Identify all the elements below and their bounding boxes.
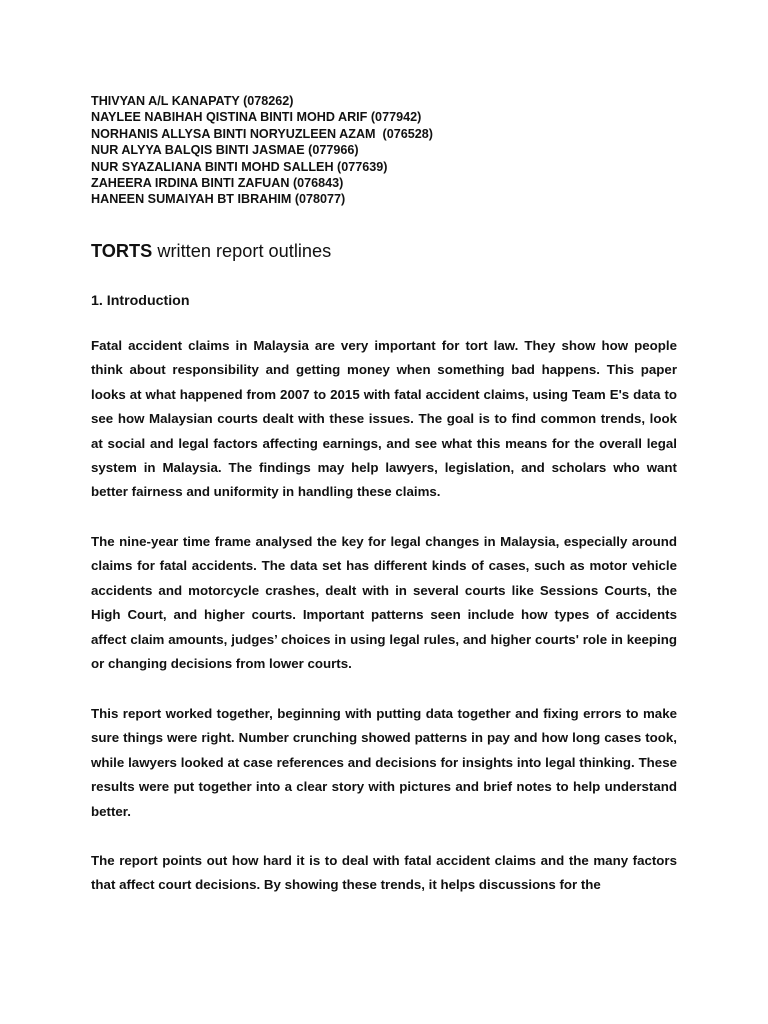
body-paragraph: Fatal accident claims in Malaysia are very important for tort law. They show how people think about responsibility and getting money when something bad happens. This paper looks at what happened from 2007 to 2015 with fatal accident claims, using Team E's data to see how Malaysian courts dealt with these issues. The goal is to find common trends, look at social and legal factors affecting earnings, and see what this means for the overall legal system in Malaysia. The findings may help lawyers, legislation, and scholars who want better fairness and uniformity in handling these claims. — [91, 338, 677, 500]
document-title-rest: written report outlines — [152, 241, 332, 261]
author-line: NUR ALYYA BALQIS BINTI JASMAE (077966) — [91, 143, 359, 158]
author-line: NORHANIS ALLYSA BINTI NORYUZLEEN AZAM (076528) — [91, 126, 433, 141]
body-paragraph: The nine-year time frame analysed the key for legal changes in Malaysia, especially around claims for fatal accidents. The data set has different kinds of cases, such as motor vehicle accidents and motorcycle crashes, dealt with in several courts like Sessions Courts, the High Court, and higher courts. Important patterns seen include how types of accidents affect claim amounts, judges’ choices in using legal rules, and higher courts' role in keeping or changing decisions from lower courts. — [91, 534, 677, 672]
document-title — [91, 240, 331, 262]
body-paragraph: This report worked together, beginning with putting data together and fixing errors to make sure things were right. Number crunching showed patterns in pay and how long cases took, while lawyers looked at case references and decisions for insights into legal thinking. These results were put together into a clear story with pictures and brief notes to help understand better. — [91, 706, 677, 819]
author-line: NAYLEE NABIHAH QISTINA BINTI MOHD ARIF (077942) — [91, 110, 422, 125]
author-line: NUR SYAZALIANA BINTI MOHD SALLEH (077639) — [91, 159, 388, 174]
author-line: THIVYAN A/L KANAPATY (078262) — [91, 94, 294, 108]
author-line: HANEEN SUMAIYAH BT IBRAHIM (078077) — [91, 192, 346, 207]
document-title-bold: TORTS — [91, 241, 153, 261]
author-line: ZAHEERA IRDINA BINTI ZAFUAN (076843) — [91, 176, 344, 191]
section-heading: 1. Introduction — [91, 293, 190, 309]
body-paragraph: The report points out how hard it is to deal with fatal accident claims and the many factors that affect court decisions. By showing these trends, it helps discussions for the — [91, 853, 677, 893]
author-list — [91, 93, 433, 208]
